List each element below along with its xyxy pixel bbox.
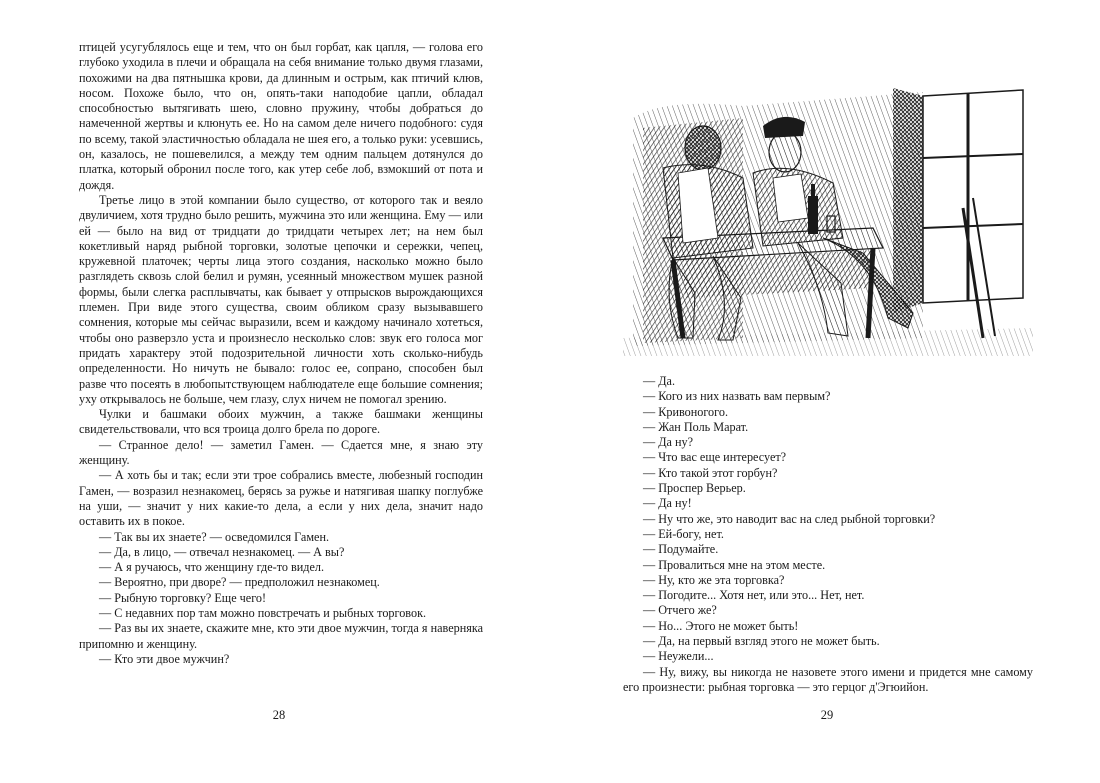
dialogue-line: — А хоть бы и так; если эти трое собрались вместе, любезный господин Гамен, — возразил незнакомец, берясь за ружье и натягивая шапку поглубже на уши, — значит у них какие-то дела, а если у них дела, значит надо оставить их в покое.	[79, 468, 483, 529]
dialogue-line: — А я ручаюсь, что женщину где-то видел.	[99, 560, 325, 575]
dialogue-line: — С недавних пор там можно повстречать и рыбных торговок.	[99, 605, 427, 620]
dialogue-line: — Да ну!	[643, 496, 692, 511]
engraving-two-men-at-table-icon	[623, 88, 1033, 356]
dialogue-line: — Но... Этого не может быть!	[643, 618, 799, 633]
dialogue-line: — Что вас еще интересует?	[643, 450, 787, 465]
page-number-left: 28	[272, 708, 286, 722]
dialogue-line: — Рыбную торговку? Еще чего!	[99, 590, 267, 605]
dialogue-line: — Ей-богу, нет.	[643, 526, 724, 541]
dialogue-line: — Вероятно, при дворе? — предположил незнакомец.	[99, 575, 380, 590]
dialogue-line: — Да.	[643, 374, 676, 388]
paragraph: Чулки и башмаки обоих мужчин, а также башмаки женщины свидетельствовали, что вся троица долго брела по дороге.	[79, 407, 483, 437]
dialogue-line: — Кто такой этот горбун?	[643, 465, 778, 480]
dialogue-line: — Провалиться мне на этом месте.	[643, 557, 826, 572]
paragraph: птицей усугублялось еще и тем, что он был горбат, как цапля, — голова его глубоко уходила в плечи и обращала на себя внимание только двумя глазами, похожими на два пятнышка крови, да длинным и острым, как птичий клюв, носом. Похоже было, что он, опять-таки наподобие цапли, обладал способностью вытягивать шею, словно пружину, чтобы добраться до намеченной жертвы и клюнуть ее. Но на самом деле ничего подобного: судя по всему, такой эластичностью обладала не шея его, а только руки: усевшись, он, казалось, не пошевелился, а между тем одним пальцем дотянулся до платка, который обронил после того, как утер себе лоб, взмокший от пота и дождя.	[79, 40, 483, 192]
left-dialogue	[79, 438, 483, 667]
dialogue-line: — Неужели...	[643, 649, 714, 664]
dialogue-line: — Раз вы их знаете, скажите мне, кто эти двое мужчин, тогда я наверняка припомню и женщину.	[79, 621, 483, 651]
paragraph: Третье лицо в этой компании было существо, от которого так и веяло двуличием, хотя трудно было решить, мужчина это или женщина. Ему — или ей — было на вид от тридцати до тридцати четырех лет; на нем был кокетливый наряд рыбной торговки, золотые цепочки и сережки, чепец, кружевной платочек; черты лица этого создания, насколько можно было разглядеть сквозь слой белил и румян, усеянный множеством мушек разной формы, были слегка расплывчаты, как бывает у отпрысков вырождающихся племен. При виде этого существа, своим обликом сразу вызывавшего сомнения, которые мы сейчас выразили, всем и каждому начинало хотеться, чтобы оно разверзло уста и произнесло несколько слов: звук его голоса мог придать характеру этой подозрительной личности хоть сколько-нибудь определенности. Но ничуть не бывало: голос ее, сопрано, способен был разве что посеять в любопытствующем наблюдателе еще большие сомнения; уху открывалось не больше, чем глазу, слух ничем не помогал зрению.	[79, 192, 483, 406]
dialogue-line: — Да, в лицо, — отвечал незнакомец. — А вы?	[99, 544, 345, 559]
dialogue-line: — Кого из них назвать вам первым?	[643, 389, 831, 404]
dialogue-line: — Да ну?	[643, 435, 694, 450]
dialogue-line: — Так вы их знаете? — осведомился Гамен.	[99, 529, 330, 544]
dialogue-line: — Кто эти двое мужчин?	[99, 651, 230, 666]
dialogue-line: — Подумайте.	[643, 542, 719, 557]
right-page-text	[623, 374, 1033, 695]
dialogue-line: — Отчего же?	[643, 603, 717, 618]
dialogue-line: — Ну, вижу, вы никогда не назовете этого имени и придется мне самому его произнести: рыбная торговка — это герцог д'Эгюийон.	[623, 664, 1033, 694]
dialogue-line: — Да, на первый взгляд этого не может быть.	[643, 634, 880, 649]
page-number-right: 29	[820, 708, 834, 722]
dialogue-line: — Ну, кто же эта торговка?	[643, 572, 785, 587]
dialogue-line: — Ну что же, это наводит вас на след рыбной торговки?	[643, 511, 936, 526]
left-page	[79, 40, 483, 667]
dialogue-line: — Погодите... Хотя нет, или это... Нет, нет.	[643, 588, 865, 603]
left-paragraphs	[79, 40, 483, 438]
dialogue-line: — Проспер Верьер.	[643, 481, 746, 496]
dialogue-line: — Жан Поль Марат.	[643, 419, 749, 434]
dialogue-line: — Странное дело! — заметил Гамен. — Сдается мне, я знаю эту женщину.	[79, 437, 483, 468]
dialogue-line: — Кривоногого.	[643, 404, 728, 419]
